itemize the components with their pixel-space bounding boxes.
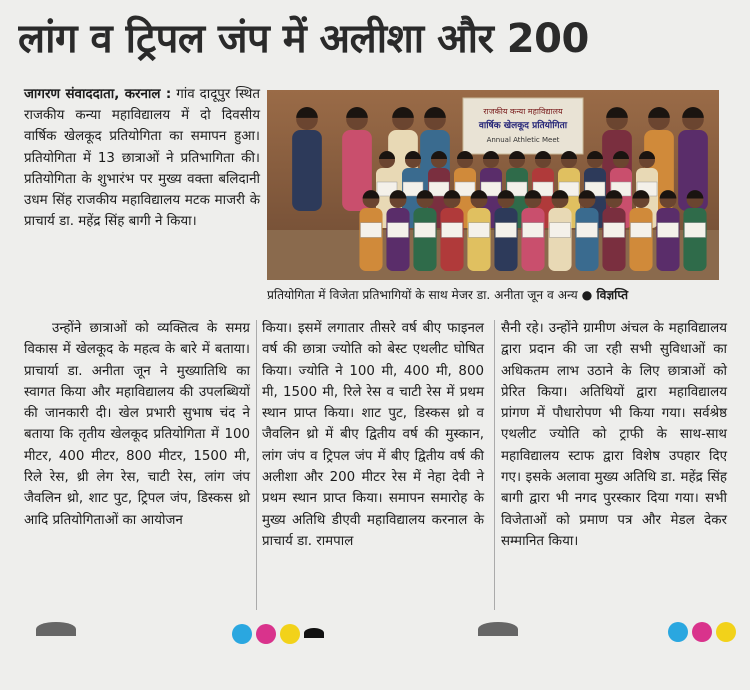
column-3-text: सैनी रहे। उन्होंने ग्रामीण अंचल के महाविद्यालय द्वारा प्रदान की जा रही सभी सुविधाओं का अधिकतम लाभ उठाने के लिए छात्राओं को प्रेरित किया। अतिथियों द्वारा महाविद्यालय प्रांगण में पौधारोपण भी किया गया। सर्वश्रेष्ठ एथलीट ज्योति को ट्राफी के साथ-साथ महाविद्यालय स्टाफ द्वारा विशेष उपहार दिए गए। इसके अलावा मुख्य अतिथि डा. महेंद्र सिंह बागी द्वारा भी नगद पुरस्कार दिया गया। सभी विजेताओं को प्रमाण पत्र और मेडल देकर सम्मानित किया। bbox=[501, 321, 727, 549]
black-dot bbox=[304, 628, 324, 638]
article-column-1 bbox=[24, 318, 250, 531]
cyan-dot bbox=[668, 622, 688, 642]
group-photo-illustration bbox=[267, 90, 719, 280]
column-divider bbox=[256, 320, 257, 610]
byline: जागरण संवाददाता, करनाल : bbox=[24, 87, 172, 102]
banner-line-3: Annual Athletic Meet bbox=[486, 136, 560, 144]
headline: लांग व ट्रिपल जंप में अलीशा और 200 bbox=[18, 16, 589, 62]
article-column-3 bbox=[501, 318, 727, 552]
intro-paragraph bbox=[24, 84, 260, 232]
caption-credit: ● विज्ञप्ति bbox=[581, 288, 629, 302]
column-2-text: किया। इसमें लगातार तीसरे वर्ष बीए फाइनल वर्ष की छात्रा ज्योति को बेस्ट एथलीट घोषित किया। ज्योति ने 100 मी, 400 मी, 800 मी, 1500 मी, रिले रेस व चाटी रेस में प्रथम स्थान प्राप्त किया। शाट पुट, डिस्कस थ्रो व जैवलिन थ्रो में बीए द्वितीय वर्ष की मुस्कान, लांग जंप व ट्रिपल जंप में बीए द्वितीय वर्ष की अलीशा और 200 मीटर रेस में नेहा देवी ने प्रथम स्थान प्राप्त किया। समापन समारोह के मुख्य अतिथि डीएवी महाविद्यालय करनाल के प्राचार्य डा. रामपाल bbox=[262, 321, 484, 549]
yellow-dot bbox=[716, 622, 736, 642]
registration-mark bbox=[478, 622, 518, 636]
news-photo bbox=[267, 90, 719, 280]
article-column-2 bbox=[262, 318, 484, 552]
magenta-dot bbox=[692, 622, 712, 642]
cyan-dot bbox=[232, 624, 252, 644]
banner-line-2: वार्षिक खेलकूद प्रतियोगिता bbox=[478, 121, 568, 131]
column-1-text: उन्होंने छात्राओं को व्यक्तित्व के समग्र विकास में खेलकूद के महत्व के बारे में बताया। प्राचार्या डा. अनीता जून ने मुख्यातिथि का स्वागत किया और महाविद्यालय की उपलब्धियों की जानकारी दी। खेल प्रभारी सुभाष चंद ने बताया कि तृतीय खेलकूद प्रतियोगिता में 100 मीटर, 400 मीटर, 800 मीटर, 1500 मी, रिले रेस, थ्री लेग रेस, चाटी रेस, लांग जंप जैवलिन थ्रो, शाट पुट, ट्रिपल जंप, डिस्कस थ्रो आदि प्रतियोगिताओं का आयोजन bbox=[24, 321, 250, 528]
registration-mark bbox=[36, 622, 76, 636]
photo-caption bbox=[267, 286, 727, 304]
column-divider bbox=[494, 320, 495, 610]
magenta-dot bbox=[256, 624, 276, 644]
caption-text: प्रतियोगिता में विजेता प्रतिभागियों के साथ मेजर डा. अनीता जून व अन्य bbox=[267, 288, 578, 302]
yellow-dot bbox=[280, 624, 300, 644]
intro-text: गांव दादूपुर स्थित राजकीय कन्या महाविद्यालय में दो दिवसीय वार्षिक खेलकूद प्रतियोगिता का समापन हुआ। प्रतियोगिता में 13 छात्राओं ने प्रतिभागिता की। प्रतियोगिता के शुभारंभ पर मुख्य वक्ता बलिदानी उधम सिंह राजकीय महाविद्यालय मटक माजरी के प्राचार्य डा. महेंद्र सिंह बागी ने किया। bbox=[24, 87, 260, 230]
banner-line-1: राजकीय कन्या महाविद्यालय bbox=[483, 107, 563, 116]
